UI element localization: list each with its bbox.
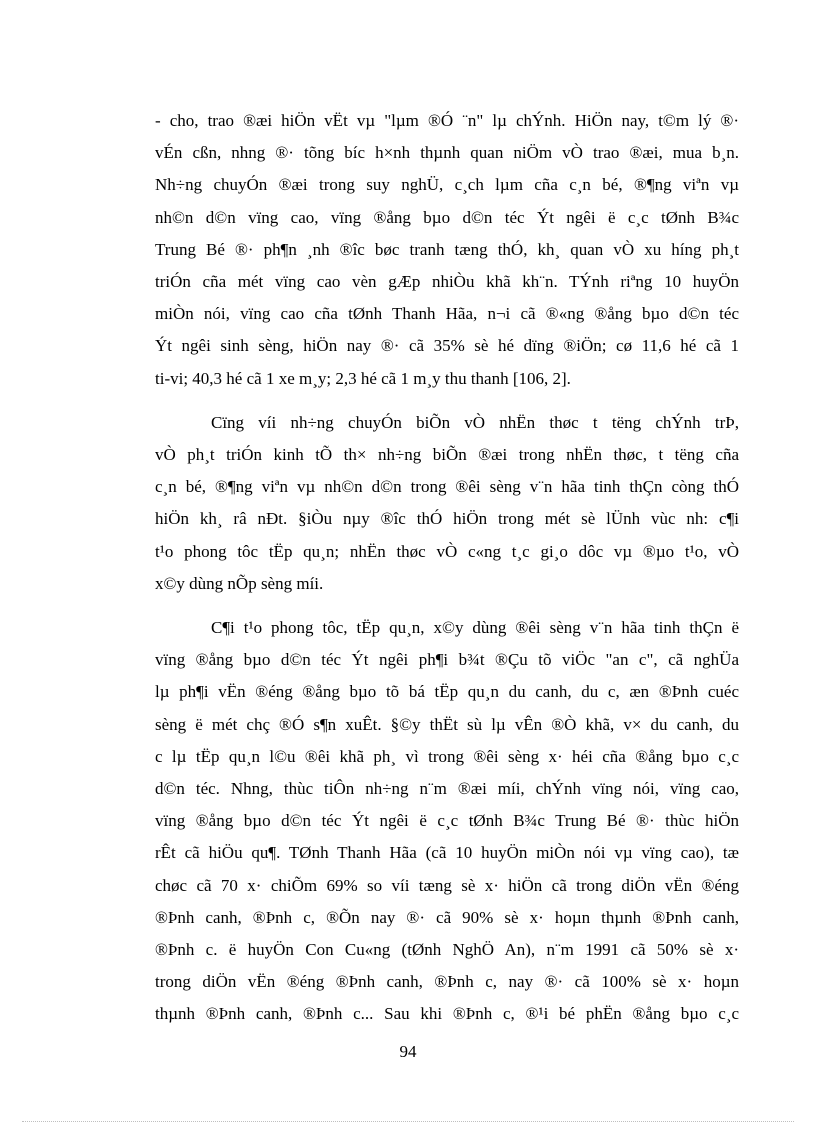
text-line: Cïng víi nh÷ng chuyÓn biÕn vÒ nhËn thøc t tëng chÝnh trÞ, [211, 412, 739, 432]
text-line: vïng ®ång bµo d©n téc Ýt ngêi ph¶i b¾t ®Çu tõ viÖc "an c", cã nghÜa [155, 650, 739, 670]
text-line: hiÖn kh¸ râ nÐt. §iÒu nµy ®îc thÓ hiÖn trong mét sè lÜnh vùc nh: c¶i [155, 509, 739, 529]
text-line: c¸n bé, ®¶ng viªn vµ nh©n d©n trong ®êi sèng v¨n hãa tinh thÇn còng thÓ [155, 477, 739, 497]
text-line: ®Þnh canh, ®Þnh c, ®Õn nay ®· cã 90% sè x· hoµn thµnh ®Þnh canh, [155, 907, 739, 927]
text-line: Trung Bé ®· ph¶n ¸nh ®îc bøc tranh tæng thÓ, kh¸ quan vÒ xu híng ph¸t [155, 239, 739, 259]
text-line: c lµ tËp qu¸n l©u ®êi khã ph¸ vì trong ®êi sèng x· héi cña ®ång bµo c¸c [155, 746, 739, 766]
text-line: ti-vi; 40,3 hé cã 1 xe m¸y; 2,3 hé cã 1 m¸y thu thanh [106, 2]. [155, 368, 571, 388]
text-line: triÓn cña mét vïng cao vèn gÆp nhiÒu khã kh¨n. TÝnh riªng 10 huyÖn [155, 272, 739, 292]
document-page [155, 105, 739, 1043]
text-line: - cho, trao ®æi hiÖn vËt vµ "lµm ®Ó ¨n" lµ chÝnh. HiÖn nay, t©m lý ®· [155, 111, 739, 130]
text-line: vïng ®ång bµo d©n téc Ýt ngêi ë c¸c tØnh B¾c Trung Bé ®· thùc hiÖn [155, 811, 739, 831]
paragraph-3 [155, 612, 739, 1031]
text-line: Ýt ngêi sinh sèng, hiÖn nay ®· cã 35% sè hé dïng ®iÖn; cø 11,6 hé cã 1 [155, 336, 739, 356]
text-line: vÉn cßn, nhng ®· tõng bíc h×nh thµnh quan niÖm vÒ trao ®æi, mua b¸n. [155, 143, 739, 163]
text-line: rÊt cã hiÖu qu¶. TØnh Thanh Hãa (cã 10 huyÖn miÒn nói vµ vïng cao), tæ [155, 843, 739, 863]
text-line: C¶i t¹o phong tôc, tËp qu¸n, x©y dùng ®êi sèng v¨n hãa tinh thÇn ë [211, 618, 739, 638]
text-line: thµnh ®Þnh canh, ®Þnh c... Sau khi ®Þnh c, ®¹i bé phËn ®ång bµo c¸c [155, 1004, 739, 1024]
page-bottom-divider [22, 1121, 794, 1122]
text-line: nh©n d©n vïng cao, vïng ®ång bµo d©n téc Ýt ngêi ë c¸c tØnh B¾c [155, 207, 739, 227]
paragraph-1 [155, 105, 739, 395]
text-line: ®Þnh c. ë huyÖn Con Cu«ng (tØnh NghÖ An), n¨m 1991 cã 50% sè x· [155, 940, 739, 960]
text-line: vÒ ph¸t triÓn kinh tÕ th× nh÷ng biÕn ®æi trong nhËn thøc, t tëng cña [155, 445, 739, 465]
text-line: Nh÷ng chuyÓn ®æi trong suy nghÜ, c¸ch lµm cña c¸n bé, ®¶ng viªn vµ [155, 175, 739, 195]
paragraph-2 [155, 407, 739, 600]
text-line: chøc cã 70 x· chiÕm 69% so víi tæng sè x· hiÖn cã trong diÖn vËn ®éng [155, 875, 739, 895]
text-line: sèng ë mét chç ®Ó s¶n xuÊt. §©y thËt sù lµ vÊn ®Ò khã, v× du canh, du [155, 714, 739, 734]
text-line: trong diÖn vËn ®éng ®Þnh canh, ®Þnh c, nay ®· cã 100% sè x· hoµn [155, 972, 739, 992]
text-line: t¹o phong tôc tËp qu¸n; nhËn thøc vÒ c«ng t¸c gi¸o dôc vµ ®µo t¹o, vÒ [155, 541, 739, 561]
text-line: lµ ph¶i vËn ®éng ®ång bµo tõ bá tËp qu¸n du canh, du c, æn ®Þnh cuéc [155, 682, 739, 702]
text-line: d©n téc. Nhng, thùc tiÔn nh÷ng n¨m ®æi míi, chÝnh vïng nói, vïng cao, [155, 779, 739, 799]
text-line: x©y dùng nÕp sèng míi. [155, 573, 324, 593]
text-line: miÒn nói, vïng cao cña tØnh Thanh Hãa, n¬i cã ®«ng ®ång bµo d©n téc [155, 304, 739, 324]
page-number: 94 [399, 1042, 417, 1061]
